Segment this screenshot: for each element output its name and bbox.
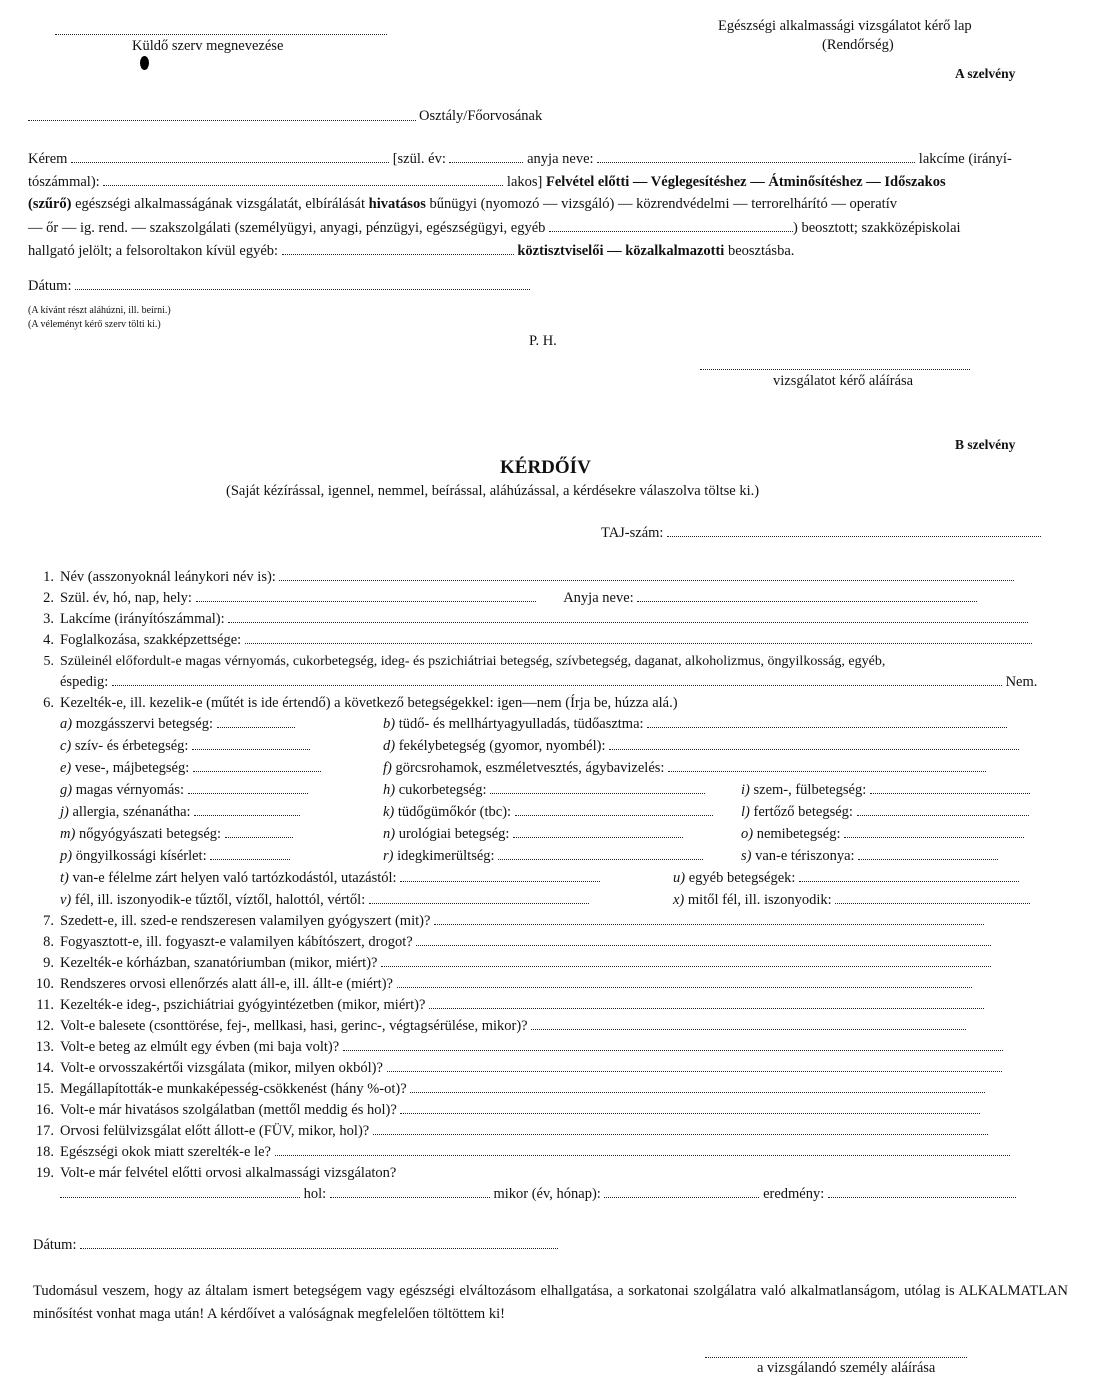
q3-field[interactable] (228, 610, 1028, 623)
q6-item-p[interactable]: p) öngyilkossági kísérlet: (60, 846, 290, 867)
q19-where-field[interactable] (330, 1185, 490, 1198)
q12-label: Volt-e balesete (csonttörése, fej-, mellkasi, hasi, gerinc-, végtagsérülése, mikor)? (60, 1018, 528, 1034)
q6-b-label: tüdő- és mellhártyagyulladás, tüdőasztma: (398, 716, 644, 732)
q10-field[interactable] (397, 975, 972, 988)
q19-where-label: hol: (303, 1186, 327, 1202)
q6-item-e[interactable]: e) vese-, májbetegség: (60, 758, 321, 779)
mother-name-field[interactable] (597, 150, 915, 163)
question-17: 17. Orvosi felülvizsgálat előtt állott-e (FÜV, mikor, hol)? (30, 1121, 1070, 1142)
q6-item-o[interactable]: o) nemibetegség: (741, 824, 1024, 845)
q6-x-label: mitől fél, ill. iszonyodik: (687, 892, 832, 908)
q6-u-label: egyéb betegségek: (688, 870, 796, 886)
date-field-b[interactable] (80, 1236, 558, 1249)
stamp-label: P. H. (529, 333, 557, 349)
question-4: 4. Foglalkozása, szakképzettsége: (30, 630, 1070, 651)
q6-item-x[interactable]: x) mitől fél, ill. iszonyodik: (673, 890, 1030, 911)
q6-a-label: mozgásszervi betegség: (75, 716, 214, 732)
q4-label: Foglalkozása, szakképzettsége: (60, 632, 242, 648)
question-5-cont (30, 672, 1070, 693)
date-label-b: Dátum: (33, 1237, 77, 1253)
q9-label: Kezelték-e kórházban, szanatóriumban (mikor, miért)? (60, 955, 378, 971)
birth-year-field[interactable] (449, 150, 523, 163)
line4-text-b: ) beosztott; szakközépiskolai (793, 220, 961, 236)
q19-when-label: mikor (év, hónap): (493, 1186, 601, 1202)
taj-row (601, 524, 1041, 542)
sender-name-field[interactable] (55, 22, 387, 35)
q6-j-label: allergia, szénanátha: (72, 804, 191, 820)
q19-pre-field[interactable] (60, 1185, 300, 1198)
q7-label: Szedett-e, ill. szed-e rendszeresen valamilyen gyógyszert (mit)? (60, 913, 431, 929)
q16-label: Volt-e már hivatásos szolgálatban (mettől meddig és hol)? (60, 1102, 397, 1118)
consent-statement: Tudomásul veszem, hogy az általam ismert betegségem vagy egészségi elváltozásom elhallgatása, a sorkatonai szolgálatra való alkalmatlanságom, utólag is ALKALMATLAN minősítést vonhat maga után! A kérdőívet a valóságnak megfelelően töltöttem ki! (33, 1283, 1068, 1322)
date-row-b (33, 1236, 558, 1254)
q6-r-label: idegkimerültség: (397, 848, 495, 864)
q6-item-d[interactable]: d) fekélybetegség (gyomor, nyombél): (383, 736, 1019, 757)
q9-field[interactable] (381, 954, 991, 967)
q6-label: Kezelték-e, ill. kezelik-e (műtét is ide értendő) a következő betegségekkel: igen—nem (Írja be, húzza alá.) (60, 695, 678, 711)
examinee-signature-label: a vizsgálandó személy aláírása (757, 1360, 936, 1376)
q6-f-label: görcsrohamok, eszméletvesztés, ágybavizelés: (395, 760, 665, 776)
q5-label: Szüleinél előfordult-e magas vérnyomás, cukorbetegség, ideg- és pszichiátriai betegség, szívbetegség, daganat, alkoholizmus, öngyilkosság, egyéb, (60, 654, 886, 669)
q14-label: Volt-e orvosszakértői vizsgálata (mikor, milyen okból)? (60, 1060, 383, 1076)
q6-item-t[interactable]: t) van-e félelme zárt helyen való tartózkodástól, utazástól: (60, 868, 600, 889)
line5-text-a: hallgató jelölt; a felsoroltakon kívül egyéb: (28, 243, 279, 259)
q5-especially: éspedig: (60, 674, 109, 690)
section-a-label: A szelvény (955, 66, 1016, 81)
q6-i-label: szem-, fülbetegség: (753, 782, 867, 798)
section-b-label: B szelvény (955, 437, 1016, 452)
kerem-text: Kérem (28, 151, 68, 167)
question-12: 12. Volt-e balesete (csonttörése, fej-, mellkasi, hasi, gerinc-, végtagsérülése, mikor)? (30, 1016, 1070, 1037)
q6-l-label: fertőző betegség: (753, 804, 853, 820)
q6-n-label: urológiai betegség: (398, 826, 510, 842)
requester-signature-label: vizsgálatot kérő aláírása (773, 373, 914, 389)
department-label: Osztály/Főorvosának (419, 108, 543, 124)
request-line-5 (28, 242, 794, 260)
question-19-cont (60, 1184, 1070, 1205)
q12-field[interactable] (531, 1017, 966, 1030)
q19-label: Volt-e már felvétel előtti orvosi alkalmassági vizsgálaton? (60, 1165, 397, 1181)
q6-item-b[interactable]: b) tüdő- és mellhártyagyulladás, tüdőasztma: (383, 714, 1007, 735)
q2-mother-field[interactable] (637, 589, 977, 602)
q13-field[interactable] (343, 1038, 1003, 1051)
q6-s-label: van-e tériszonya: (755, 848, 855, 864)
q19-when-field[interactable] (604, 1185, 759, 1198)
question-13: 13. Volt-e beteg az elmúlt egy évben (mi baja volt)? (30, 1037, 1070, 1058)
q18-label: Egészségi okok miatt szerelték-e le? (60, 1144, 271, 1160)
date-field-a[interactable] (75, 277, 530, 290)
question-6: 6. Kezelték-e, ill. kezelik-e (műtét is ide értendő) a következő betegségekkel: igen—nem (Írja be, húzza alá.) (43, 695, 678, 711)
sender-label: Küldő szerv megnevezése (132, 38, 284, 54)
q19-result-label: eredmény: (763, 1186, 825, 1202)
q6-d-label: fekélybetegség (gyomor, nyombél): (398, 738, 606, 754)
address-label-cont: tószámmal): (28, 174, 100, 190)
ink-blot (140, 56, 149, 70)
q8-label: Fogyasztott-e, ill. fogyaszt-e valamilyen kábítószert, drogot? (60, 934, 413, 950)
q14-field[interactable] (387, 1059, 1002, 1072)
question-2: 2. Szül. év, hó, nap, hely: Anyja neve: (30, 588, 1070, 609)
q6-item-r[interactable]: r) idegkimerültség: (383, 846, 703, 867)
q6-k-label: tüdőgümőkór (tbc): (397, 804, 512, 820)
q18-field[interactable] (275, 1143, 1010, 1156)
q5-no-option[interactable]: Nem. (1005, 674, 1038, 690)
note-1: (A kívánt részt aláhúzni, ill. beírni.) (28, 305, 171, 316)
request-line-4 (28, 219, 961, 237)
q2-label: Szül. év, hó, nap, hely: (60, 590, 192, 606)
q6-item-h[interactable]: h) cukorbetegség: (383, 780, 705, 801)
question-11: 11. Kezelték-e ideg-, pszichiátriai gyógyintézetben (mikor, miért)? (30, 995, 1070, 1016)
civil-servant-options[interactable]: köztisztviselői — közalkalmazotti (517, 243, 725, 259)
service-options[interactable]: — őr — ig. rend. — szakszolgálati (személyügyi, anyagi, pénzügyi, egészségügyi, egyéb (28, 220, 546, 236)
questionnaire-subtitle: (Saját kézírással, igennel, nemmel, beírással, aláhúzással, a kérdésekre válaszolva töltse ki.) (226, 483, 760, 499)
q6-item-f[interactable]: f) görcsrohamok, eszméletvesztés, ágybavizelés: (383, 758, 986, 779)
question-14: 14. Volt-e orvosszakértői vizsgálata (mikor, milyen okból)? (30, 1058, 1070, 1079)
q6-item-g[interactable]: g) magas vérnyomás: (60, 780, 308, 801)
q8-field[interactable] (416, 933, 991, 946)
q7-field[interactable] (434, 912, 984, 925)
q6-item-k[interactable]: k) tüdőgümőkór (tbc): (383, 802, 713, 823)
q6-g-label: magas vérnyomás: (75, 782, 185, 798)
q6-item-v[interactable]: v) fél, ill. iszonyodik-e tűztől, víztől, halottól, vértől: (60, 890, 589, 911)
q2-field[interactable] (196, 589, 536, 602)
question-16: 16. Volt-e már hivatásos szolgálatban (mettől meddig és hol)? (30, 1100, 1070, 1121)
line3-text-a: egészségi alkalmasságának vizsgálatát, elbírálását (75, 196, 365, 212)
exam-type-options[interactable]: Felvétel előtti — Véglegesítéshez — Átminősítéshez — Időszakos (545, 174, 946, 190)
q15-label: Megállapították-e munkaképesség-csökkenést (hány %-ot)? (60, 1081, 407, 1097)
question-7: 7. Szedett-e, ill. szed-e rendszeresen valamilyen gyógyszert (mit)? (30, 911, 1070, 932)
question-8: 8. Fogyasztott-e, ill. fogyaszt-e valamilyen kábítószert, drogot? (30, 932, 1070, 953)
lakos-text: lakos] (506, 174, 543, 190)
department-field[interactable] (28, 108, 416, 121)
requester-signature-field[interactable] (700, 357, 970, 370)
date-row-a (28, 277, 530, 295)
q10-label: Rendszeres orvosi ellenőrzés alatt áll-e, ill. állt-e (miért)? (60, 976, 393, 992)
q16-field[interactable] (400, 1101, 980, 1114)
screening-option[interactable]: (szűrő) (28, 196, 72, 212)
q6-e-label: vese-, májbetegség: (74, 760, 190, 776)
line5-text-b: beosztásba. (727, 243, 795, 259)
q6-item-i[interactable]: i) szem-, fülbetegség: (741, 780, 1030, 801)
address-label: lakcíme (irányí- (918, 151, 1012, 167)
q11-field[interactable] (429, 996, 984, 1009)
q1-field[interactable] (279, 568, 1014, 581)
q6-item-c[interactable]: c) szív- és érbetegség: (60, 736, 310, 757)
q6-item-l[interactable]: l) fertőző betegség: (741, 802, 1029, 823)
q6-item-j[interactable]: j) allergia, szénanátha: (60, 802, 300, 823)
q19-result-field[interactable] (828, 1185, 1016, 1198)
q6-h-label: cukorbetegség: (398, 782, 487, 798)
q15-field[interactable] (410, 1080, 985, 1093)
q17-field[interactable] (373, 1122, 988, 1135)
question-19: 19. Volt-e már felvétel előtti orvosi alkalmassági vizsgálaton? (35, 1165, 397, 1181)
requested-name-field[interactable] (71, 150, 389, 163)
q5-field[interactable] (112, 673, 1002, 686)
request-line-1 (28, 150, 1012, 168)
date-label: Dátum: (28, 278, 72, 294)
q6-item-n[interactable]: n) urológiai betegség: (383, 824, 683, 845)
q6-o-label: nemibetegség: (756, 826, 841, 842)
question-5: 5. Szüleinél előfordult-e magas vérnyomás, cukorbetegség, ideg- és pszichiátriai betegség, szívbetegség, daganat, alkoholizmus, öngyilkosság, egyéb, (43, 654, 886, 669)
question-18: 18. Egészségi okok miatt szerelték-e le? (30, 1142, 1070, 1163)
q6-p-label: öngyilkossági kísérlet: (75, 848, 207, 864)
request-line-2 (28, 173, 946, 191)
birth-year-label: [szül. év: (392, 151, 446, 167)
question-10: 10. Rendszeres orvosi ellenőrzés alatt áll-e, ill. állt-e (miért)? (30, 974, 1070, 995)
examinee-signature-field[interactable] (705, 1345, 967, 1358)
q1-label: Név (asszonyoknál leánykori név is): (60, 569, 276, 585)
q6-v-label: fél, ill. iszonyodik-e tűztől, víztől, halottól, vértől: (74, 892, 366, 908)
q4-field[interactable] (245, 631, 1032, 644)
note-2: (A véleményt kérő szerv tölti ki.) (28, 319, 161, 330)
other-service-field[interactable] (549, 219, 793, 232)
q6-item-m[interactable]: m) nőgyógyászati betegség: (60, 824, 293, 845)
service-branch-options[interactable]: bűnügyi (nyomozó — vizsgáló) — közrendvédelmi — terrorelhárító — operatív (429, 196, 897, 212)
request-line-3 (28, 196, 897, 213)
q11-label: Kezelték-e ideg-, pszichiátriai gyógyintézetben (mikor, miért)? (60, 997, 426, 1013)
question-1: 1. Név (asszonyoknál leánykori név is): (30, 567, 1070, 588)
q17-label: Orvosi felülvizsgálat előtt állott-e (FÜV, mikor, hol)? (60, 1123, 370, 1139)
form-subtitle: (Rendőrség) (822, 37, 894, 53)
q6-t-label: van-e félelme zárt helyen való tartózkodástól, utazástól: (72, 870, 397, 886)
mother-name-label: anyja neve: (527, 151, 594, 167)
q6-item-a[interactable]: a) mozgásszervi betegség: (60, 714, 295, 735)
q6-item-s[interactable]: s) van-e tériszonya: (741, 846, 998, 867)
question-9: 9. Kezelték-e kórházban, szanatóriumban (mikor, miért)? (30, 953, 1070, 974)
q6-c-label: szív- és érbetegség: (74, 738, 189, 754)
question-3: 3. Lakcíme (irányítószámmal): (30, 609, 1070, 630)
q3-label: Lakcíme (irányítószámmal): (60, 611, 225, 627)
q6-m-label: nőgyógyászati betegség: (78, 826, 222, 842)
taj-label: TAJ-szám: (601, 525, 664, 541)
taj-field[interactable] (667, 524, 1041, 537)
q2-mother-label: Anyja neve: (563, 590, 634, 606)
line3-hivatasos: hivatásos (368, 196, 426, 212)
other-category-field[interactable] (282, 242, 514, 255)
q13-label: Volt-e beteg az elmúlt egy évben (mi baja volt)? (60, 1039, 340, 1055)
address-field[interactable] (103, 173, 503, 186)
question-15: 15. Megállapították-e munkaképesség-csökkenést (hány %-ot)? (30, 1079, 1070, 1100)
q6-item-u[interactable]: u) egyéb betegségek: (673, 868, 1019, 889)
questionnaire-title: KÉRDŐÍV (500, 457, 591, 478)
form-title: Egészségi alkalmassági vizsgálatot kérő lap (718, 18, 972, 34)
